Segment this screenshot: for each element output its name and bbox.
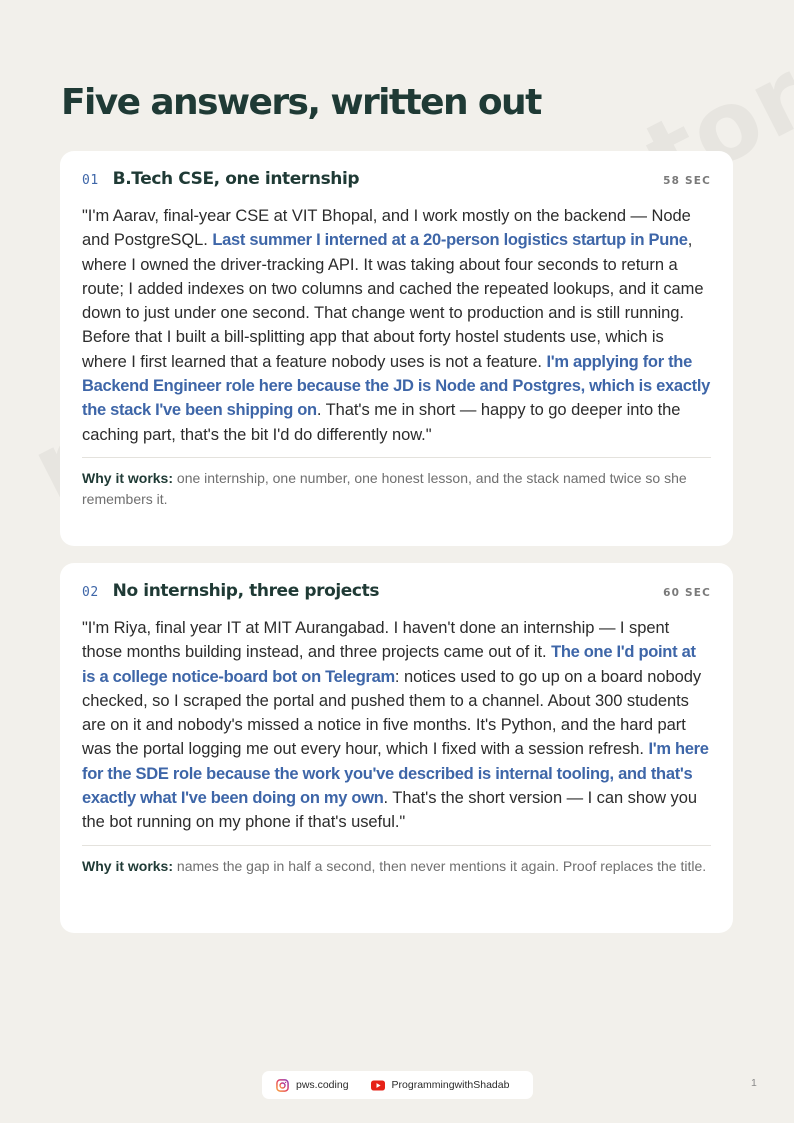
card-title: B.Tech CSE, one internship	[112, 169, 360, 189]
youtube-link[interactable]	[371, 1079, 510, 1091]
why-text: one internship, one number, one honest lesson, and the stack named twice so she remembers it.	[82, 469, 687, 507]
quote-text: . That's the short version — I can show you the bot running on my phone if that's useful."	[82, 789, 697, 832]
card-header	[82, 169, 711, 195]
card-number: 02	[82, 585, 99, 600]
answer-card	[60, 563, 733, 933]
card-duration: 58 SEC	[663, 175, 711, 187]
page-number: 1	[751, 1077, 757, 1089]
quote-highlight: Last summer I interned at a 20-person logistics startup in Pune	[212, 231, 688, 250]
why-it-works	[82, 468, 711, 510]
social-footer	[262, 1071, 533, 1099]
card-header	[82, 581, 711, 607]
instagram-handle: pws.coding	[296, 1079, 349, 1091]
card-duration: 60 SEC	[663, 587, 711, 599]
instagram-link[interactable]	[276, 1079, 349, 1092]
answer-card	[60, 151, 733, 546]
card-divider	[82, 457, 711, 458]
why-label: Why it works:	[82, 857, 174, 874]
quote-text: : notices used to go up on a board nobody checked, so I scraped the portal and pushed them to a channel. About 300 students are on it and nobody's missed a notice in five months. It's Python, and the hard part was the portal logging me out every hour, which I fixed with a session refresh.	[82, 667, 702, 759]
quote-text: . That's me in short — happy to go deeper into the caching part, that's the bit I'd do differently now."	[82, 401, 681, 444]
card-title: No internship, three projects	[112, 581, 380, 601]
answer-quote	[82, 204, 711, 447]
youtube-icon	[371, 1080, 385, 1091]
instagram-icon	[276, 1079, 289, 1092]
answer-quote	[82, 616, 711, 835]
quote-highlight: The one I'd point at is a college notice-board bot on Telegram	[82, 643, 696, 686]
quote-highlight: I'm applying for the Backend Engineer role here because the JD is Node and Postgres, which is exactly the stack I've been shipping on	[82, 352, 710, 420]
card-divider	[82, 845, 711, 846]
why-label: Why it works:	[82, 469, 174, 486]
quote-highlight: I'm here for the SDE role because the work you've described is internal tooling, and that's exactly what I've been doing on my own	[82, 740, 709, 808]
quote-text: "I'm Riya, final year IT at MIT Aurangabad. I haven't done an internship — I spent those months building instead, and three projects came out of it.	[82, 619, 670, 662]
why-text: names the gap in half a second, then never mentions it again. Proof replaces the title.	[173, 857, 707, 874]
quote-text: , where I owned the driver-tracking API. It was taking about four seconds to return a route; I added indexes on two columns and cached the repeated lookups, and it came down to just under one second. That change went to production and is still running. Before that I built a bill-splitting app that about forty hostel students use, which is where I first learned that a feature nobody uses is not a feature.	[82, 231, 704, 371]
page-title: Five answers, written out	[61, 82, 541, 123]
youtube-channel: ProgrammingwithShadab	[391, 1079, 510, 1091]
quote-text: "I'm Aarav, final-year CSE at VIT Bhopal, and I work mostly on the backend — Node and PostgreSQL.	[82, 207, 691, 250]
why-it-works	[82, 856, 711, 877]
card-number: 01	[82, 173, 99, 188]
